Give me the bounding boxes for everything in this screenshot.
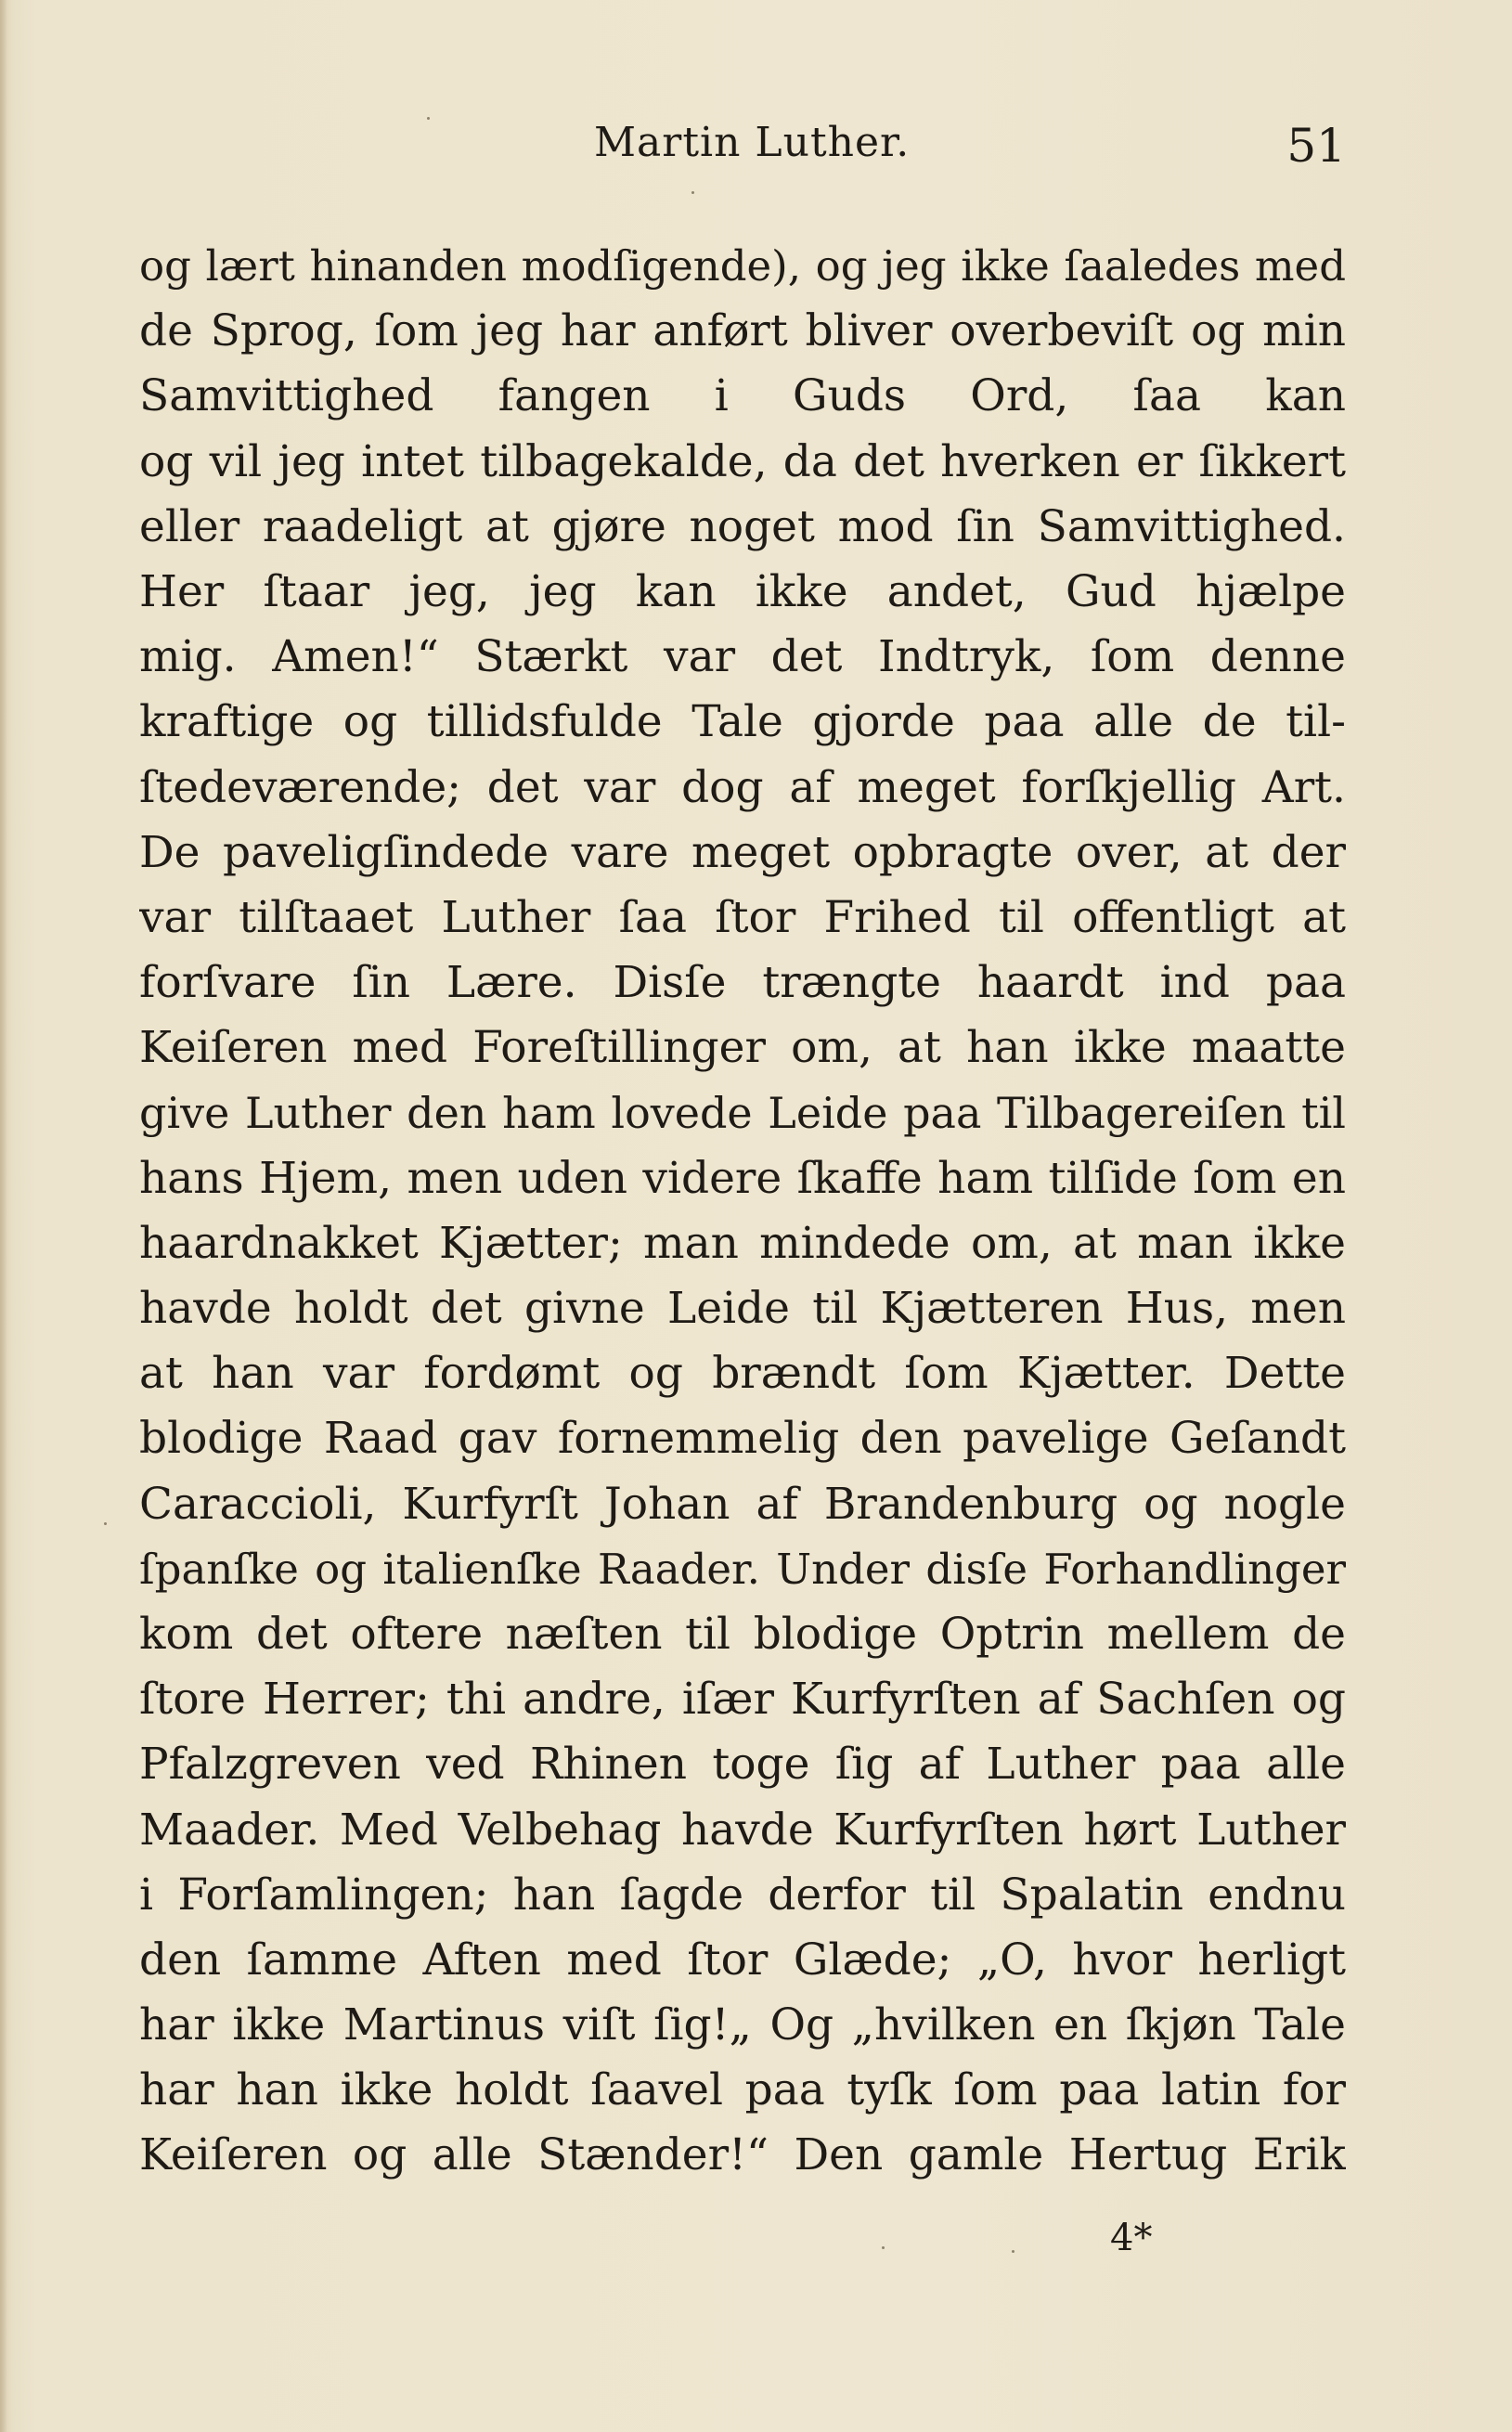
- page-number: 51: [1286, 119, 1346, 173]
- text-line: de Sprog, ſom jeg har anført bliver overbeviſt og min: [139, 305, 1346, 357]
- text-line: har ikke Martinus viſt ſig!„ Og „hvilken en ſkjøn Tale: [139, 1999, 1346, 2051]
- text-line: ſpanſke og italienſke Raader. Under disſe Forhandlinger: [139, 1544, 1346, 1594]
- text-line: den ſamme Aften med ſtor Glæde; „O, hvor herligt: [139, 1934, 1346, 1986]
- text-line: Her ſtaar jeg, jeg kan ikke andet, Gud hjælpe: [139, 565, 1346, 617]
- text-line: kraftige og tillidsfulde Tale gjorde paa alle de til-: [139, 696, 1346, 748]
- signature-mark: 4*: [1110, 2217, 1153, 2259]
- text-line: De paveligſindede vare meget opbragte over, at der: [139, 826, 1346, 878]
- text-line: at han var fordømt og brændt ſom Kjætter. Dette: [139, 1348, 1346, 1400]
- text-line: Maader. Med Velbehag havde Kurfyrſten hørt Luther: [139, 1804, 1346, 1856]
- text-line: har han ikke holdt ſaavel paa tyſk ſom paa latin for: [139, 2064, 1346, 2116]
- paper-speck: [882, 2246, 885, 2249]
- text-line: ſtore Herrer; thi andre, iſær Kurfyrſten af Sachſen og: [139, 1674, 1346, 1726]
- page-header: [139, 119, 1346, 184]
- paper-speck: [104, 1522, 107, 1525]
- text-line: Samvittighed fangen i Guds Ord, ſaa kan: [139, 370, 1346, 422]
- paper-speck: [427, 117, 430, 120]
- paper-speck: [1012, 2250, 1014, 2253]
- text-line: kom det oftere næſten til blodige Optrin mellem de: [139, 1608, 1346, 1660]
- text-line: mig. Amen!“ Stærkt var det Indtryk, ſom denne: [139, 631, 1346, 683]
- text-line: Keiſeren med Foreſtillinger om, at han ikke maatte: [139, 1022, 1346, 1074]
- text-line: i Forſamlingen; han ſagde derfor til Spalatin endnu: [139, 1869, 1346, 1921]
- text-line: give Luther den ham lovede Leide paa Tilbagereiſen til: [139, 1088, 1346, 1139]
- page-edge-shadow: [0, 0, 7, 2432]
- running-title: Martin Luther.: [594, 119, 911, 166]
- text-line: Pfalzgreven ved Rhinen toge ſig af Luther paa alle: [139, 1739, 1346, 1791]
- text-line: hans Hjem, men uden videre ſkaffe ham tilſide ſom en: [139, 1152, 1346, 1204]
- text-line: og lært hinanden modſigende), og jeg ikke ſaaledes med: [139, 241, 1346, 291]
- text-line: Keiſeren og alle Stænder!“ Den gamle Hertug Erik: [139, 2129, 1346, 2181]
- text-line: og vil jeg intet tilbagekalde, da det hverken er ſikkert: [139, 435, 1346, 487]
- text-line: ſtedeværende; det var dog af meget forſkjellig Art.: [139, 761, 1346, 813]
- paper-speck: [691, 191, 694, 194]
- body-text: [139, 234, 1346, 2189]
- text-line: var tilſtaaet Luther ſaa ſtor Frihed til offentligt at: [139, 891, 1346, 943]
- text-line: havde holdt det givne Leide til Kjætteren Hus, men: [139, 1283, 1346, 1334]
- text-line: Caraccioli, Kurfyrſt Johan af Brandenburg og nogle: [139, 1478, 1346, 1530]
- text-line: forſvare ſin Lære. Disſe trængte haardt ind paa: [139, 957, 1346, 1009]
- text-line: haardnakket Kjætter; man mindede om, at man ikke: [139, 1217, 1346, 1269]
- text-line: eller raadeligt at gjøre noget mod ſin Samvittighed.: [139, 500, 1346, 552]
- text-line: blodige Raad gav fornemmelig den pavelige Geſandt: [139, 1413, 1346, 1465]
